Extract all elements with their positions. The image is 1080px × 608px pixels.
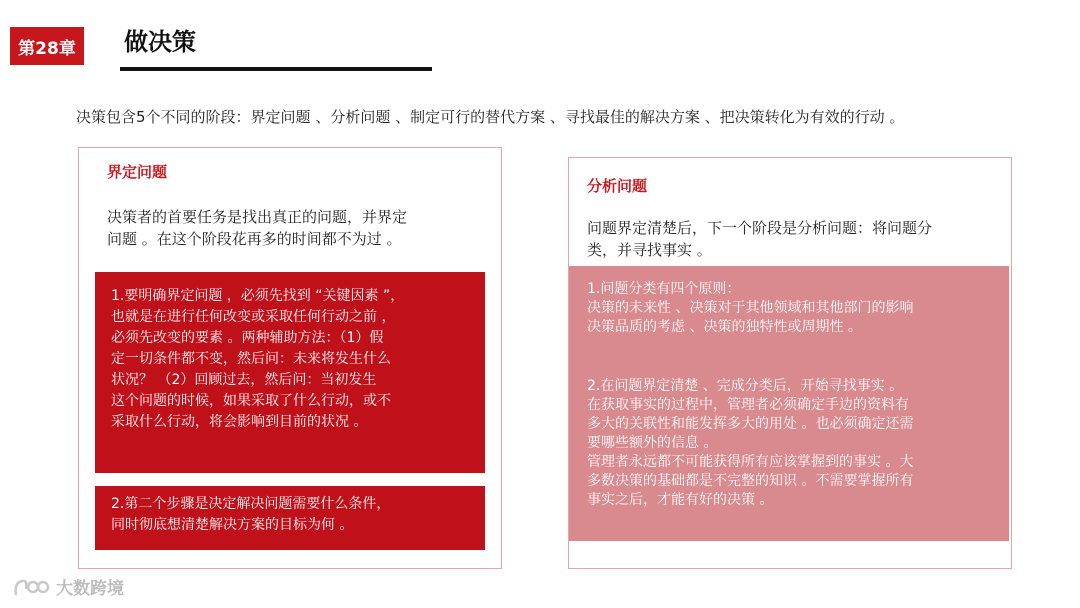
step1-line: 1.要明确界定问题 ，必须先找到 “关键因素 ”， [111,288,405,304]
card-description [107,206,492,250]
fact-line: 要哪些额外的信息 。 [587,435,718,451]
card-heading: 分析问题 [587,177,648,195]
card-heading: 界定问题 [107,163,168,181]
watermark [12,574,124,599]
fact-line: 多数决策的基础都是不完整的知识 。不需要掌握所有 [587,473,914,489]
page-title: 做决策 [124,28,196,56]
step2-box [95,486,485,550]
step1-line: 也就是在进行任何改变或采取任何行动之前 ， [111,309,396,325]
step1-line: 采取什么行动，将会影响到目前的状况 。 [111,414,368,430]
define-problem-card [78,147,502,569]
desc-line: 类，并寻找事实 。 [587,241,712,259]
step1-box [95,272,485,473]
card-description [587,217,1002,261]
fact-line: 管理者永远都不可能获得所有应该掌握到的事实 。大 [587,454,914,470]
fact-line: 2.在问题界定清楚 、完成分类后，开始寻找事实 。 [587,378,904,394]
fact-line: 在获取事实的过程中，管理者必须确定手边的资料有 [587,397,909,413]
desc-line: 问题 。在这个阶段花再多的时间都不为过 。 [107,230,402,248]
fact-line: 多大的关联性和能发挥多大的用处 。也必须确定还需 [587,416,914,432]
principle-line: 决策的未来性 、决策对于其他领域和其他部门的影响 [587,300,914,316]
chapter-badge: 第28章 [10,27,84,65]
analyze-problem-card [568,157,1012,569]
watermark-logo-icon [12,575,50,599]
fact-line: 事实之后，才能有好的决策 。 [587,492,774,508]
step1-line: 这个问题的时候，如果采取了什么行动，或不 [111,393,391,409]
step2-line: 2.第二个步骤是决定解决问题需要什么条件， [111,496,391,512]
desc-line: 问题界定清楚后，下一个阶段是分析问题：将问题分 [587,219,933,237]
watermark-text: 大数跨境 [56,579,124,599]
desc-line: 决策者的首要任务是找出真正的问题，并界定 [107,208,408,226]
step1-line: 状况？ （2）回顾过去，然后问：当初发生 [111,372,377,388]
intro-text: 决策包含5个不同的阶段：界定问题 、分析问题 、制定可行的替代方案 、寻找最佳的解决方案 、把决策转化为有效的行动 。 [76,108,905,126]
analysis-details-box [569,266,1009,541]
step1-line: 定一切条件都不变，然后问：未来将发生什么 [111,351,391,367]
step1-line: 必须先改变的要素 。两种辅助方法：（1）假 [111,330,384,346]
step2-line: 同时彻底想清楚解决方案的目标为何 。 [111,517,354,533]
principle-line: 决策品质的考虑 、决策的独特性或周期性 。 [587,319,862,335]
principle-line: 1.问题分类有四个原则： [587,281,741,297]
title-underline [120,67,432,71]
